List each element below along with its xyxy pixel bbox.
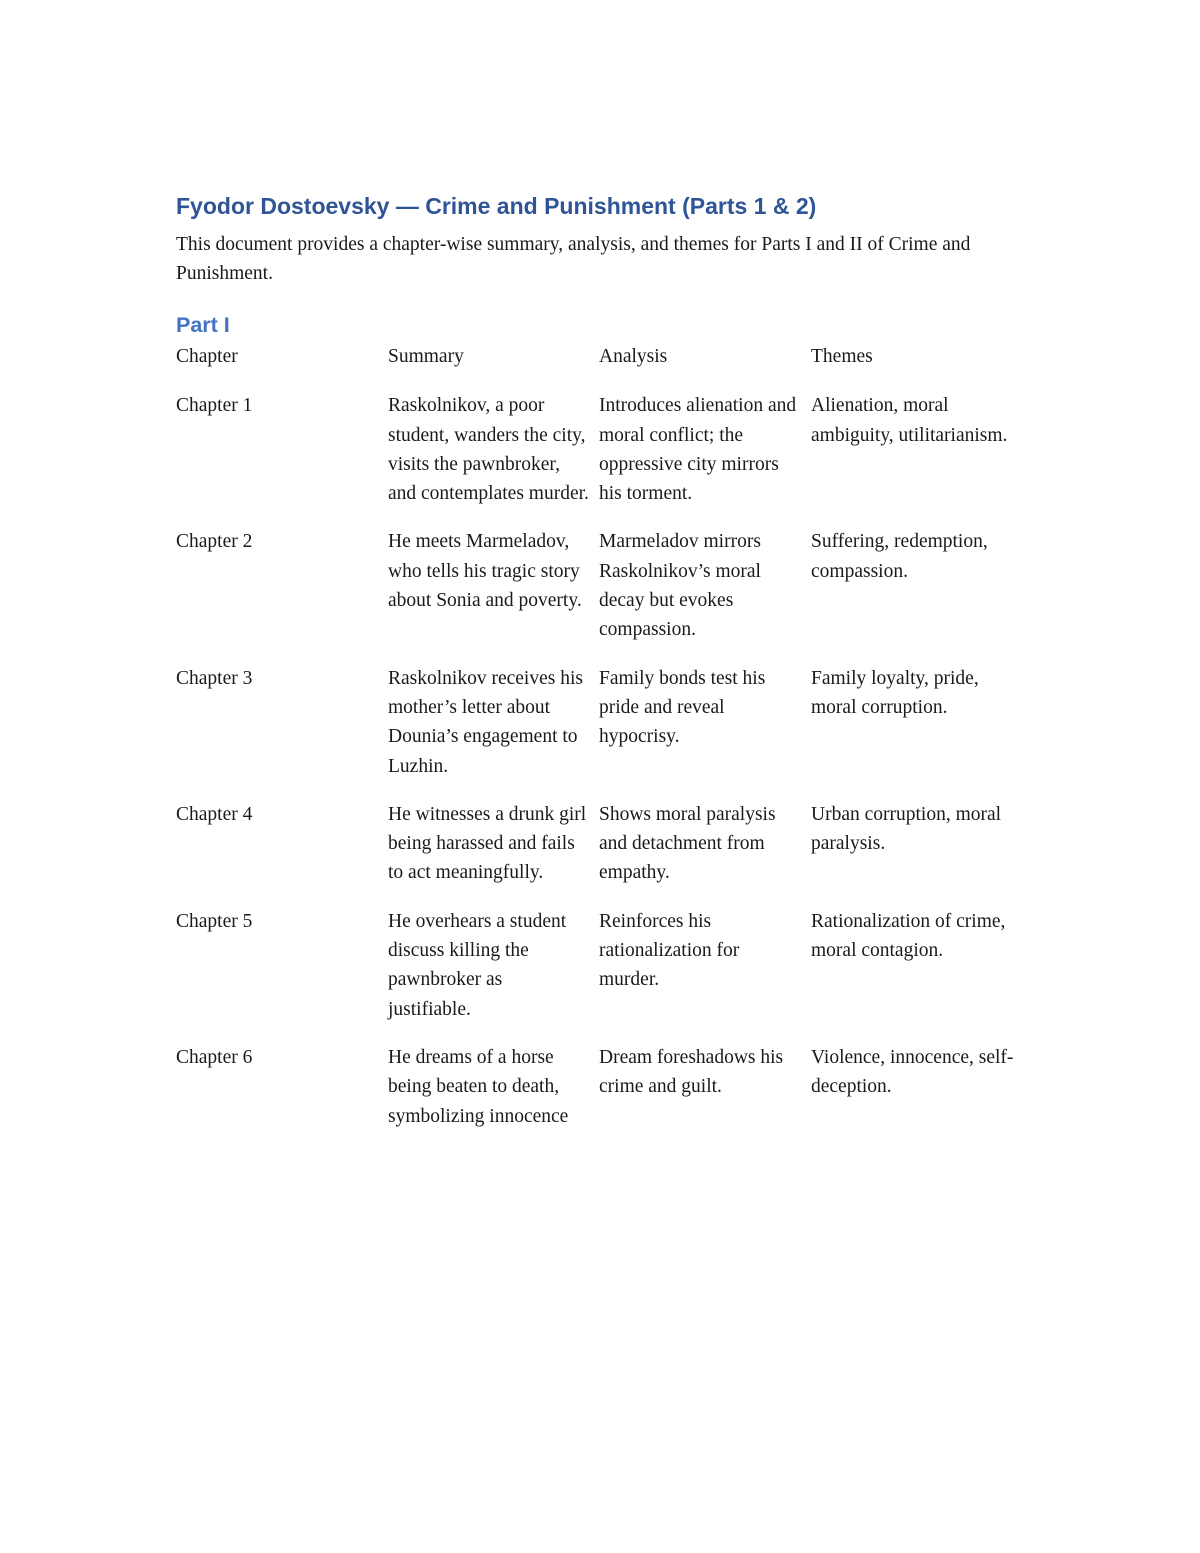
table-row	[176, 1043, 1026, 1150]
column-header-themes: Themes	[811, 346, 873, 367]
cell-analysis: Introduces alienation and moral conflict; the oppressive city mirrors his torment.	[599, 395, 797, 505]
cell-analysis: Reinforces his rationalization for murder.	[599, 910, 740, 991]
cell-chapter: Chapter 2	[176, 531, 253, 553]
chapter-table	[176, 342, 1026, 1150]
cell-chapter: Chapter 6	[176, 1046, 253, 1068]
part-1-heading: Part I	[176, 313, 230, 337]
cell-summary: He meets Marmeladov, who tells his tragic story about Sonia and poverty.	[388, 531, 582, 612]
cell-themes: Violence, innocence, self-deception.	[811, 1046, 1014, 1098]
column-header-summary: Summary	[388, 346, 464, 367]
cell-analysis: Marmeladov mirrors Raskolnikov’s moral decay but evokes compassion.	[599, 531, 761, 641]
table-row	[176, 664, 1026, 800]
cell-chapter: Chapter 3	[176, 667, 253, 689]
column-header-analysis: Analysis	[599, 346, 668, 367]
cell-summary: He dreams of a horse being beaten to death, symbolizing innocence	[388, 1046, 569, 1127]
cell-analysis: Dream foreshadows his crime and guilt.	[599, 1046, 784, 1098]
cell-summary: Raskolnikov, a poor student, wanders the city, visits the pawnbroker, and contemplates murder.	[388, 395, 589, 505]
table-row	[176, 800, 1026, 907]
cell-chapter: Chapter 4	[176, 803, 253, 825]
cell-themes: Family loyalty, pride, moral corruption.	[811, 667, 979, 718]
table-row	[176, 527, 1026, 663]
cell-themes: Alienation, moral ambiguity, utilitarianism.	[811, 395, 1008, 446]
cell-summary: He witnesses a drunk girl being harassed and fails to act meaningfully.	[388, 803, 587, 884]
cell-themes: Rationalization of crime, moral contagion.	[811, 910, 1006, 962]
document-page	[176, 190, 1026, 1150]
cell-themes: Urban corruption, moral paralysis.	[811, 803, 1002, 855]
cell-themes: Suffering, redemption, compassion.	[811, 531, 988, 582]
table-row	[176, 391, 1026, 527]
cell-summary: Raskolnikov receives his mother’s letter about Dounia’s engagement to Luzhin.	[388, 667, 583, 777]
cell-analysis: Family bonds test his pride and reveal hypocrisy.	[599, 667, 766, 748]
table-header-row	[176, 342, 1026, 391]
cell-summary: He overhears a student discuss killing the pawnbroker as justifiable.	[388, 910, 567, 1020]
cell-chapter: Chapter 1	[176, 395, 253, 417]
table-row	[176, 907, 1026, 1043]
cell-chapter: Chapter 5	[176, 910, 253, 932]
intro-paragraph: This document provides a chapter-wise summary, analysis, and themes for Parts I and II of Crime and Punishment.	[176, 234, 971, 284]
document-title: Fyodor Dostoevsky — Crime and Punishment (Parts 1 & 2)	[176, 193, 817, 219]
column-header-chapter: Chapter	[176, 346, 238, 367]
cell-analysis: Shows moral paralysis and detachment from empathy.	[599, 803, 776, 884]
